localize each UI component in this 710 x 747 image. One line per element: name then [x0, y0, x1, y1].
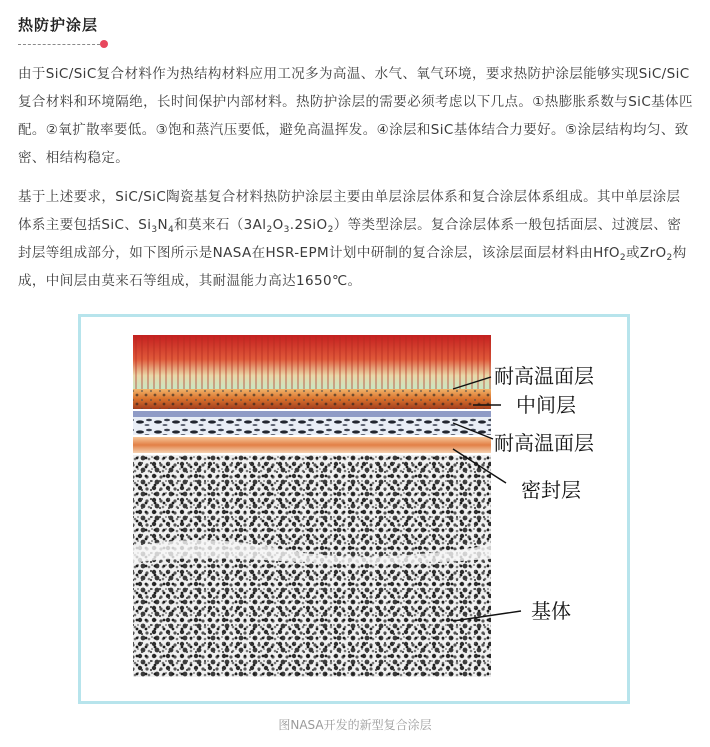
coating-cross-section-diagram [81, 317, 627, 701]
substrate-texture [133, 455, 491, 677]
paragraph-text: 由于SiC/SiC复合材料作为热结构材料应用工况多为高温、水气、氧气环境，要求热防护涂层能够实现SiC/SiC复合材料和环境隔绝，长时间保护内部材料。热防护涂层的需要必须考虑以下几点。①热膨胀系数与SiC基体匹配。②氧扩散率要低。③饱和蒸汽压要低，避免高温挥发。④涂层和SiC基体结合力要好。⑤涂层结构均匀、致密、相结构稳定。 [18, 66, 693, 166]
paragraph-coating-systems [18, 183, 694, 295]
paragraph-text: 和莫来石（3Al [174, 217, 267, 233]
paragraph-text: 构成，中间层由莫来石等组成，其耐温能力高达1650℃。 [18, 245, 687, 289]
top-coat-texture [133, 335, 491, 389]
label-second-top-coat: 耐高温面层 [494, 433, 594, 455]
label-top-coat: 耐高温面层 [494, 366, 594, 388]
accent-dot [100, 40, 108, 48]
section-header [18, 10, 218, 50]
second-top-coat-layer [133, 437, 491, 453]
figure-caption: 图NASA开发的新型复合涂层 [278, 718, 432, 732]
paragraph-text: ）等类型涂层。复合涂层体系一般包括面层、过渡层、密封层等组成部分，如下图所示是NASA在HSR-EPM计划中研制的复合涂层，该涂层面层材料由HfO [18, 217, 682, 261]
subscript: 2 [327, 225, 334, 235]
title-divider [18, 44, 100, 45]
paragraph-text: O [272, 217, 284, 233]
paragraph-text: 或ZrO [626, 245, 667, 261]
subscript: 2 [266, 225, 273, 235]
section-title: 热防护涂层 [18, 16, 99, 34]
paragraph-requirements [18, 60, 694, 172]
interlayer-texture [133, 389, 491, 409]
subscript: 2 [666, 253, 673, 263]
label-interlayer: 中间层 [516, 395, 576, 417]
seal-band [133, 417, 491, 435]
label-seal: 密封层 [521, 480, 581, 502]
subscript: 3 [151, 225, 158, 235]
thin-blue-band [133, 411, 491, 417]
paragraph-text: .2SiO [289, 217, 328, 233]
subscript: 2 [619, 253, 627, 263]
coating-figure [78, 314, 630, 704]
paragraph-text: N [157, 217, 169, 233]
subscript: 4 [168, 225, 175, 235]
subscript: 3 [283, 225, 290, 235]
paragraph-text: 基于上述要求，SiC/SiC陶瓷基复合材料热防护涂层主要由单层涂层体系和复合涂层体系组成。其中单层涂层体系主要包括SiC、Si [18, 189, 681, 233]
label-substrate: 基体 [531, 601, 571, 623]
